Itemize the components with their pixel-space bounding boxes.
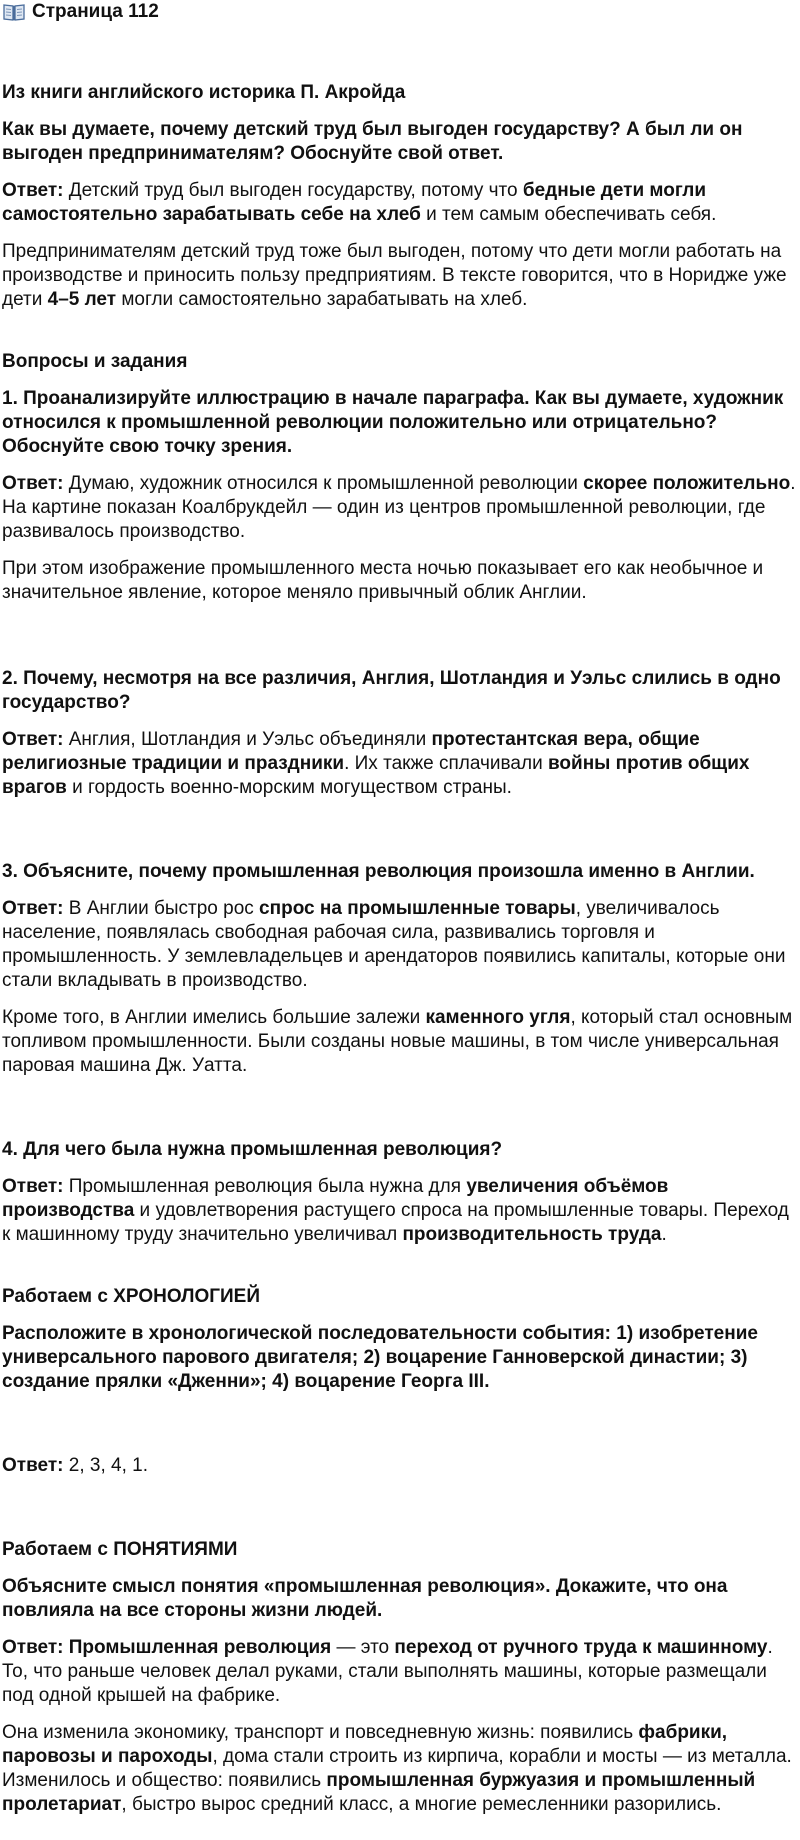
answer-text: Англия, Шотландия и Уэльс объединяли (63, 729, 432, 750)
answer-emphasis: фабрики, паровозы и пароходы (2, 1722, 728, 1767)
answer-label: Ответ: (2, 729, 64, 750)
answer-text: и гордость военно-морским могуществом страны. (66, 777, 512, 798)
section-heading-akroyd: Из книги английского историка П. Акройда (2, 82, 406, 103)
page-title-text: Страница 112 (32, 1, 159, 22)
q2-question: 2. Почему, несмотря на все различия, Англия, Шотландия и Уэльс слились в одно государство? (2, 668, 781, 713)
akroyd-question: Как вы думаете, почему детский труд был выгоден государству? А был ли он выгоден предпринимателям? Обоснуйте свой ответ. (2, 119, 743, 164)
answer-text: Промышленная революция была нужна для (63, 1176, 467, 1197)
answer-text: — это (331, 1637, 395, 1658)
answer-emphasis: бедные дети могли самостоятельно зарабатывать себе на хлеб (2, 180, 707, 225)
answer-emphasis: спрос на промышленные товары (259, 898, 576, 919)
answer-text: . (661, 1224, 667, 1245)
chronology-question: Расположите в хронологической последовательности события: 1) изобретение универсального парового двигателя; 2) воцарение Ганноверской династии; 3) создание прялки «Дженни»; 4) воцарение Георга III. (2, 1323, 758, 1392)
answer-emphasis: переход от ручного труда к машинному (394, 1637, 768, 1658)
answer-text: , дома стали строить из кирпича, корабли и мосты — из металла. Изменилось и общество: появились (2, 1746, 792, 1791)
answer-text: и тем самым обеспечивать себя. (420, 204, 717, 225)
answer-label: Ответ: (2, 1176, 64, 1197)
q3-answer-1 (2, 897, 798, 993)
answer-emphasis: производительность труда (402, 1224, 662, 1245)
section-heading-concepts: Работаем с ПОНЯТИЯМИ (2, 1539, 238, 1560)
answer-text: Думаю, художник относился к промышленной революции (63, 473, 584, 494)
answer-text: . На картине показан Коалбрукдейл — один из центров промышленной революции, где развивалось производство. (2, 473, 796, 542)
answer-text: и удовлетворения растущего спроса на промышленные товары. Переход к машинному труду значительно увеличивал (2, 1200, 789, 1245)
concepts-question: Объясните смысл понятия «промышленная революция». Докажите, что она повлияла на все стороны жизни людей. (2, 1576, 728, 1621)
answer-emphasis: скорее положительно (583, 473, 791, 494)
answer-text: , быстро вырос средний класс, а многие ремесленники разорились. (121, 1794, 722, 1815)
answer-text: , увеличивалось население, появлялась свободная рабочая сила, развивались торговля и промышленность. У землевладельцев и арендаторов появились капиталы, которые они стали вкладывать в производство. (2, 898, 786, 991)
answer-emphasis: войны против общих врагов (2, 753, 750, 798)
answer-text: 2, 3, 4, 1. (63, 1455, 148, 1476)
answer-label: Ответ: (2, 180, 64, 201)
q4-question: 4. Для чего была нужна промышленная революция? (2, 1139, 503, 1160)
answer-text: могли самостоятельно зарабатывать на хлеб. (116, 289, 528, 310)
q1-question: 1. Проанализируйте иллюстрацию в начале параграфа. Как вы думаете, художник относился к промышленной революции положительно или отрицательно? Обоснуйте свою точку зрения. (2, 388, 784, 457)
answer-label: Ответ: (2, 898, 64, 919)
section-heading-questions: Вопросы и задания (2, 351, 188, 372)
section-heading-chronology: Работаем с ХРОНОЛОГИЕЙ (2, 1286, 260, 1307)
concepts-answer-2 (2, 1721, 798, 1817)
answer-emphasis: Промышленная революция (63, 1637, 332, 1658)
akroyd-answer-1 (2, 179, 798, 227)
answer-label: Ответ: (2, 473, 64, 494)
page-title (2, 0, 798, 24)
answer-emphasis: каменного угля (425, 1007, 571, 1028)
answer-emphasis: протестантская вера, общие религиозные традиции и праздники (2, 729, 700, 774)
answer-emphasis: промышленная буржуазия и промышленный пролетариат (2, 1770, 756, 1815)
answer-label: Ответ: (2, 1455, 64, 1476)
concepts-answer-1 (2, 1636, 798, 1708)
answer-text: . То, что раньше человек делал руками, стали выполнять машины, которые размещали под одной крышей на фабрике. (2, 1637, 773, 1706)
answer-emphasis: увеличения объёмов производства (2, 1176, 669, 1221)
answer-text: Предпринимателям детский труд тоже был выгоден, потому что дети могли работать на производстве и приносить пользу предприятиям. В тексте говорится, что в Норидже уже дети (2, 241, 787, 310)
answer-emphasis: 4–5 лет (47, 289, 117, 310)
q1-answer-1 (2, 472, 798, 544)
answer-label: Ответ: (2, 1637, 64, 1658)
answer-text: . Их также сплачивали (344, 753, 548, 774)
q3-question: 3. Объясните, почему промышленная революция произошла именно в Англии. (2, 861, 755, 882)
answer-text: Она изменила экономику, транспорт и повседневную жизнь: появились (2, 1722, 639, 1743)
chronology-answer (2, 1454, 798, 1478)
open-book-icon (2, 2, 26, 22)
answer-text: В Англии быстро рос (63, 898, 260, 919)
q2-answer-1 (2, 728, 798, 800)
answer-text: Кроме того, в Англии имелись большие залежи (2, 1007, 426, 1028)
q1-answer-2: При этом изображение промышленного места ночью показывает его как необычное и значительное явление, которое меняло привычный облик Англии. (2, 558, 764, 603)
answer-text: , который стал основным топливом промышленности. Были созданы новые машины, в том числе универсальная паровая машина Дж. Уатта. (2, 1007, 793, 1076)
akroyd-answer-2 (2, 240, 798, 312)
q3-answer-2 (2, 1006, 798, 1078)
answer-text: Детский труд был выгоден государству, потому что (63, 180, 523, 201)
q4-answer-1 (2, 1175, 798, 1247)
